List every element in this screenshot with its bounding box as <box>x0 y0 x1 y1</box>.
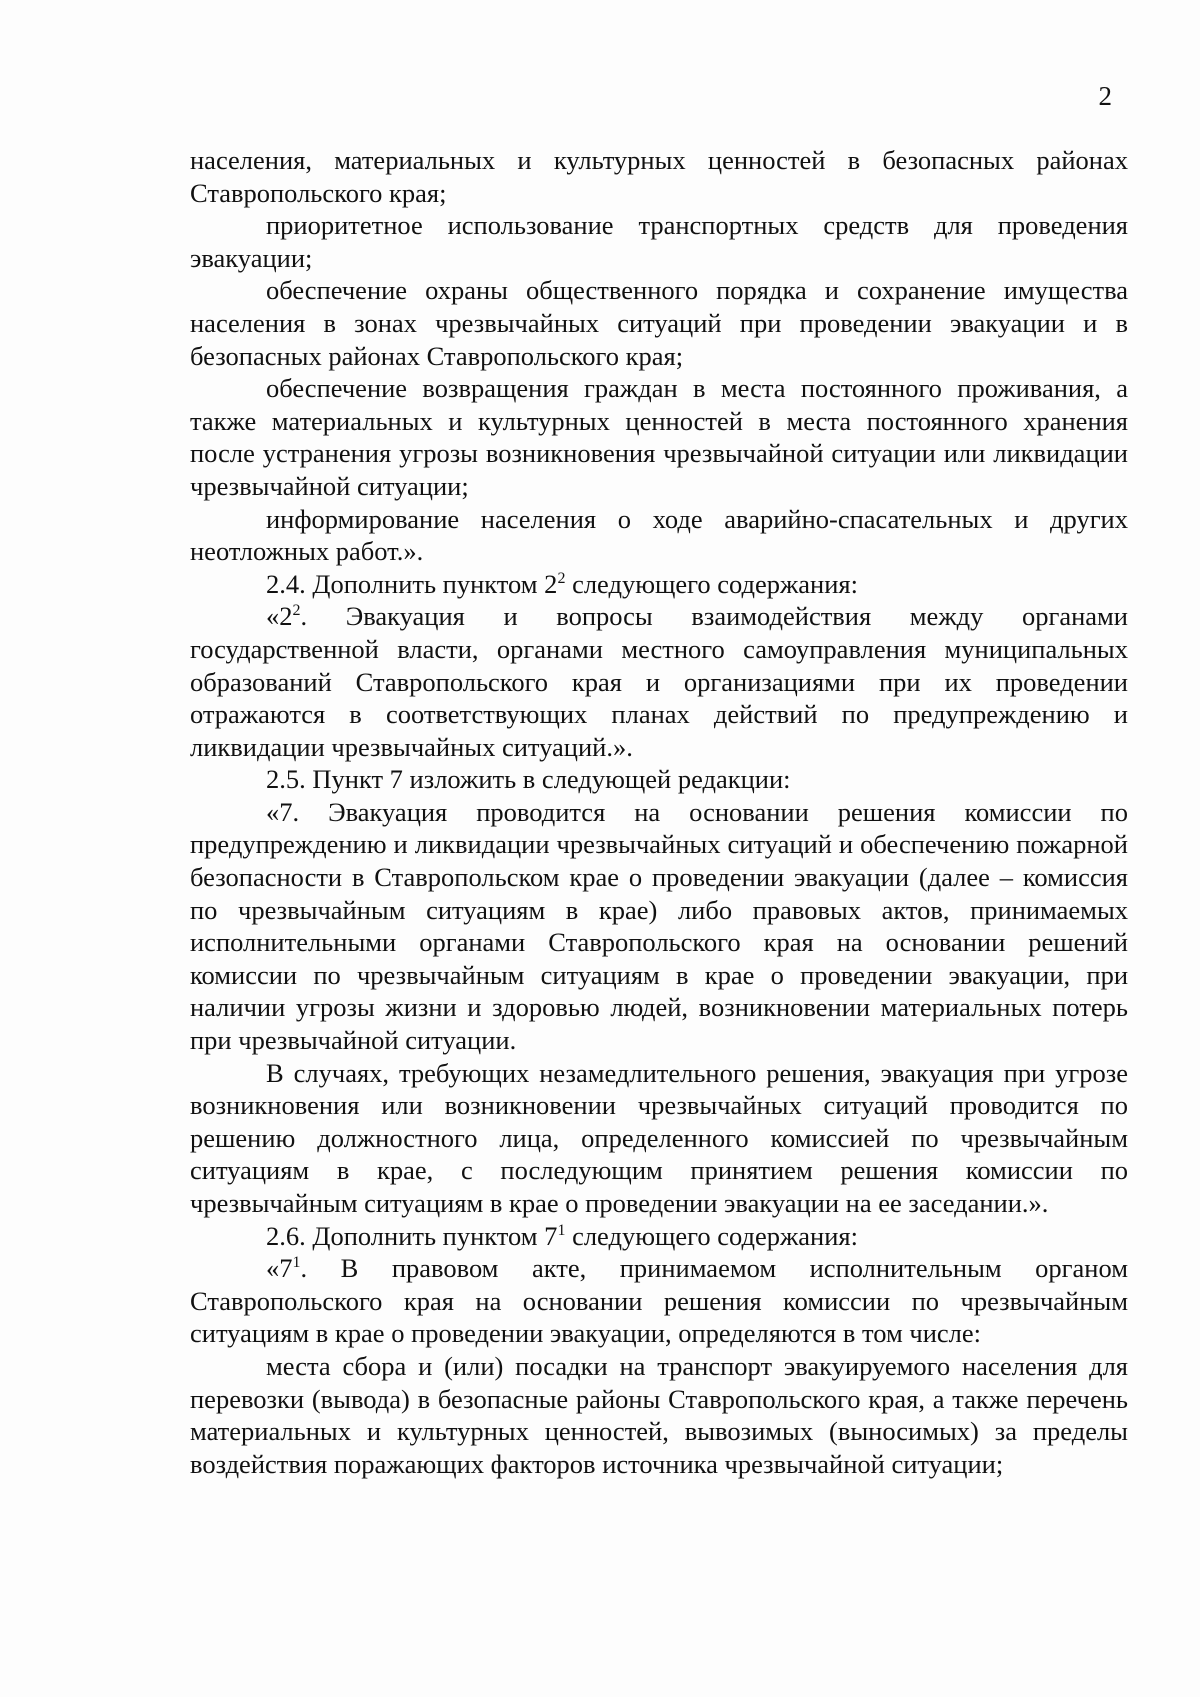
paragraph-item-2-5: 2.5. Пункт 7 изложить в следующей редакции: <box>266 764 791 795</box>
paragraph-urgent-cases: В случаях, требующих незамедлительного решения, эвакуация при угрозе возникновения или возникновении чрезвычайных ситуаций проводится по решению должностного лица, определенного комиссией по чрезвычайным ситуациям в крае, с последующим принятием решения комиссии по чрезвычайным ситуациям в крае о проведении эвакуации на ее заседании.». <box>190 1057 1128 1218</box>
point-7-1-superscript: 1 <box>292 1254 301 1272</box>
page-number: 2 <box>1098 81 1112 111</box>
item-2-6-superscript: 1 <box>557 1221 566 1239</box>
point-2-2-text-end: . Эвакуация и вопросы взаимодействия между органами государственной власти, органами местного самоуправления муниципальных образований Ставропольского края и организациями при их проведении отражаются в соответствующих планах действий по предупреждению и ликвидации чрезвычайных ситуаций.». <box>190 601 1128 762</box>
point-7-1-text: «7 <box>266 1253 293 1284</box>
paragraph-informing-population: информирование населения о ходе аварийно-спасательных и других неотложных работ.». <box>190 503 1128 567</box>
point-2-2-text: «2 <box>266 601 293 632</box>
point-7-1-text-end: . В правовом акте, принимаемом исполнительным органом Ставропольского края на основании решения комиссии по чрезвычайным ситуациям в крае о проведении эвакуации, определяются в том числе: <box>190 1253 1128 1349</box>
paragraph-continuation: населения, материальных и культурных ценностей в безопасных районах Ставропольского края; <box>190 145 1128 208</box>
paragraph-point-2-2 <box>190 600 1128 763</box>
paragraph-item-2-4 <box>190 568 1128 601</box>
document-body <box>190 144 1128 1480</box>
paragraph-item-2-6 <box>190 1220 1128 1253</box>
paragraph-assembly-points: места сбора и (или) посадки на транспорт эвакуируемого населения для перевозки (вывода) в безопасные районы Ставропольского края, а также перечень материальных и культурных ценностей, вывозимых (выносимых) за пределы воздействия поражающих факторов источника чрезвычайной ситуации; <box>190 1350 1128 1479</box>
item-2-4-superscript: 2 <box>557 569 566 587</box>
point-2-2-superscript: 2 <box>292 602 301 620</box>
paragraph-public-order: обеспечение охраны общественного порядка и сохранение имущества населения в зонах чрезвычайных ситуаций при проведении эвакуации и в безопасных районах Ставропольского края; <box>190 275 1128 371</box>
item-2-6-text-end: следующего содержания: <box>565 1220 858 1251</box>
item-2-6-text: 2.6. Дополнить пунктом 7 <box>266 1220 558 1251</box>
item-2-4-text-end: следующего содержания: <box>565 568 858 599</box>
paragraph-point-7: «7. Эвакуация проводится на основании решения комиссии по предупреждению и ликвидации чрезвычайных ситуаций и обеспечению пожарной безопасности в Ставропольском крае о проведении эвакуации (далее – комиссия по чрезвычайным ситуациям в крае) либо правовых актов, принимаемых исполнительными органами Ставропольского края на основании решений комиссии по чрезвычайным ситуациям в крае о проведении эвакуации, при наличии угрозы жизни и здоровью людей, возникновении материальных потерь при чрезвычайной ситуации. <box>190 796 1128 1056</box>
item-2-4-text: 2.4. Дополнить пунктом 2 <box>266 568 558 599</box>
paragraph-return-citizens: обеспечение возвращения граждан в места постоянного проживания, а также материальных и культурных ценностей в места постоянного хранения после устранения угрозы возникновения чрезвычайной ситуации или ликвидации чрезвычайной ситуации; <box>190 373 1128 501</box>
paragraph-point-7-1 <box>190 1252 1128 1350</box>
paragraph-transport-priority: приоритетное использование транспортных средств для проведения эвакуации; <box>190 210 1128 273</box>
